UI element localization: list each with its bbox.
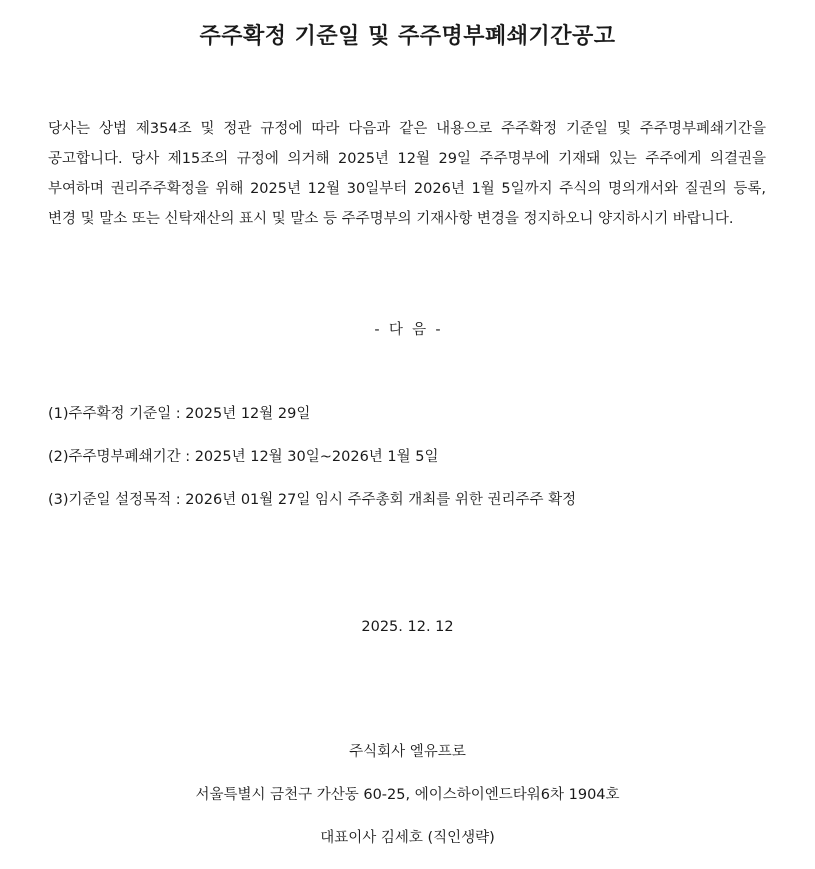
company-block <box>0 740 815 869</box>
notice-items-list <box>48 402 788 531</box>
next-heading: - 다 음 - <box>374 322 441 338</box>
company-representative: 대표이사 김세호 (직인생략) <box>320 830 495 846</box>
list-item-record-date: (1)주주확정 기준일 : 2025년 12월 29일 <box>48 406 311 422</box>
list-item-purpose: (3)기준일 설정목적 : 2026년 01월 27일 임시 주주총회 개최를 위한 권리주주 확정 <box>48 492 577 508</box>
notice-title: 주주확정 기준일 및 주주명부폐쇄기간공고 <box>199 24 616 49</box>
notice-date: 2025. 12. 12 <box>361 619 454 635</box>
notice-body-paragraph: 당사는 상법 제354조 및 정관 규정에 따라 다음과 같은 내용으로 주주확정 기준일 및 주주명부폐쇄기간을 공고합니다. 당사 제15조의 규정에 의거해 2025년 12월 29일 주주명부에 기재돼 있는 주주에게 의결권을 부여하며 권리주주확정을 위해 2025년 12월 30일부터 2026년 1월 5일까지 주식의 명의개서와 질권의 등록, 변경 및 말소 또는 신탁재산의 표시 및 말소 등 주주명부의 기재사항 변경을 정지하오니 양지하시기 바랍니다. <box>48 121 766 227</box>
company-address: 서울특별시 금천구 가산동 60-25, 에이스하이엔드타워6차 1904호 <box>195 787 620 803</box>
list-item-closure-period: (2)주주명부폐쇄기간 : 2025년 12월 30일~2026년 1월 5일 <box>48 449 439 465</box>
company-name: 주식회사 엘유프로 <box>349 744 466 760</box>
